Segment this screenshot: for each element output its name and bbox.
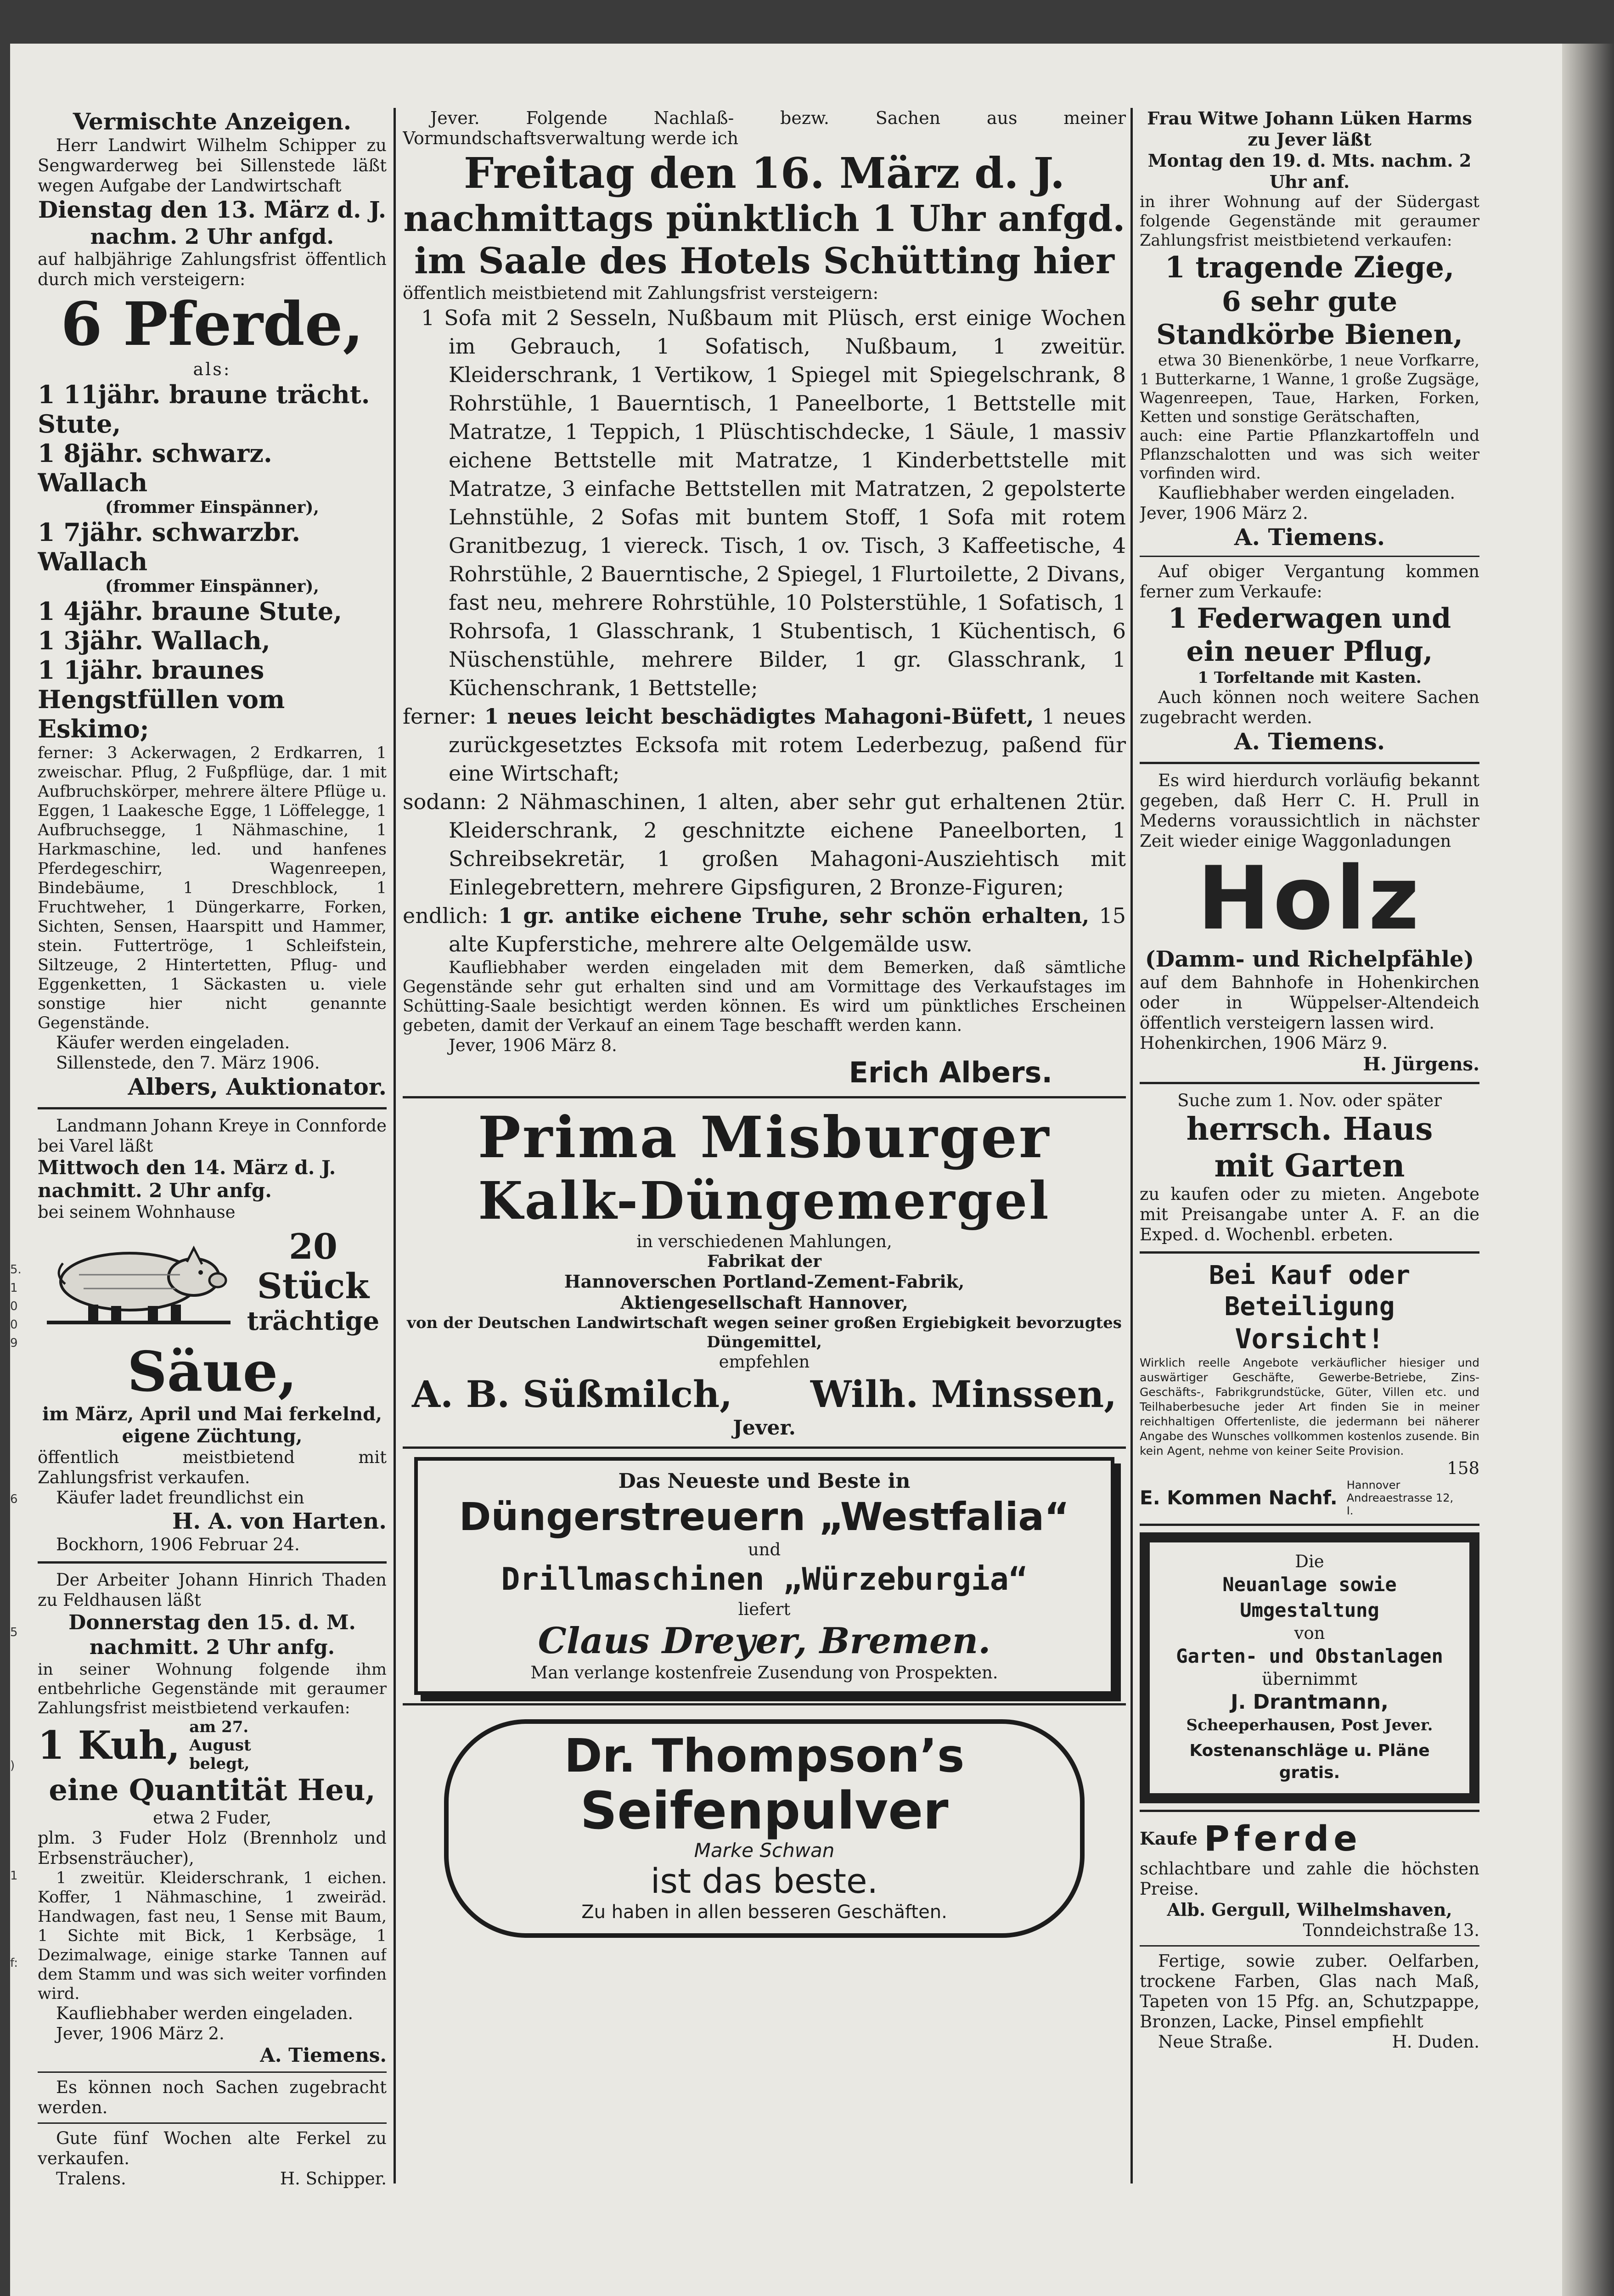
westfalia-note: Man verlange kostenfreie Zusendung von Prospekten.: [530, 1663, 998, 1683]
ad-intro: Der Arbeiter Johann Hinrich Thaden zu Feldhausen läßt: [38, 1570, 387, 1610]
ad-duden: [1140, 1951, 1479, 2052]
firm-name: E. Kommen Nachf.: [1140, 1486, 1338, 1509]
mergel-headline: Kalk-Düngemergel: [478, 1171, 1051, 1231]
vorsicht-line1: Bei Kauf oder Beteiligung: [1209, 1261, 1411, 1322]
ad-signature: Albers, Auktionator.: [128, 1073, 387, 1100]
garten-addr: Scheeperhausen, Post Jever.: [1186, 1716, 1433, 1734]
ad-place-date: Jever, 1906 März 2.: [1140, 503, 1308, 523]
ad-terms: auf halbjährige Zahlungsfrist öffentlich durch mich versteigern:: [38, 249, 387, 289]
pferde-headline: Pferde: [1204, 1818, 1362, 1859]
holz-note: plm. 3 Fuder Holz (Brennholz und Erbsensträucher),: [38, 1828, 387, 1868]
garten-note: Kostenanschläge u. Pläne gratis.: [1189, 1741, 1430, 1782]
ad-ferkel: [38, 2128, 387, 2189]
ad-invite: Kaufliebhaber werden eingeladen.: [1158, 483, 1456, 503]
westfalia-liefert: liefert: [738, 1599, 791, 1619]
thompson-brand: Marke Schwan: [694, 1839, 835, 1862]
margin-marks: [10, 1261, 22, 1972]
auction-line: Freitag den 16. März d. J.: [464, 148, 1065, 198]
ad-garten: [1140, 1532, 1479, 1803]
ad-date: Montag den 19. d. Mts. nachm. 2 Uhr anf.: [1147, 150, 1472, 192]
label: endlich:: [403, 903, 489, 928]
ad-headline: 6 Pferde,: [61, 289, 364, 359]
ad-divider: [38, 2122, 387, 2124]
ad-closing: Kaufliebhaber werden eingeladen mit dem Bemerken, daß sämtliche Gegenstände sehr gut erhalten sind und am Vormittage des Verkaufstages im Schütting-Saale besichtigt werden können. Es wird um pünktliches Erscheinen gebeten, damit der Verkauf an einem Tage beschafft werden kann.: [403, 958, 1126, 1035]
horse-item: 1 11jähr. braune trächt. Stute,: [38, 380, 370, 439]
auction-line: nachmittags pünktlich 1 Uhr anfgd.: [403, 198, 1125, 240]
thompson-line4: Zu haben in allen besseren Geschäften.: [581, 1902, 947, 1923]
mergel-sub: von der Deutschen Landwirtschaft wegen seiner großen Ergiebigkeit bevorzugtes Düngemittel,: [407, 1314, 1122, 1351]
ad-sub: 1 Torfeltande mit Kasten.: [1198, 669, 1422, 687]
ad-signature: H. A. von Harten.: [172, 1508, 387, 1534]
ad-time: nachm. 2 Uhr anfgd.: [90, 224, 334, 249]
margin-mark: 0: [10, 1318, 18, 1332]
thompson-line1: Dr. Thompson’s: [564, 1729, 965, 1783]
ad-body: zu kaufen oder zu mieten. Angebote mit Preisangabe unter A. F. an die Exped. d. Wochenbl. erbeten.: [1140, 1184, 1479, 1244]
ad-body: Gute fünf Wochen alte Ferkel zu verkaufen.: [38, 2128, 387, 2168]
column-rule: [394, 108, 396, 2183]
ad-haus: [1140, 1091, 1479, 1245]
garten-die: Die: [1295, 1552, 1324, 1571]
ad-footer: [38, 2169, 387, 2189]
horse-item: 1 4jähr. braune Stute,: [38, 597, 343, 626]
ad-divider: [1140, 1251, 1479, 1254]
ad-divider: [403, 1703, 1126, 1705]
ad-signature: A. Tiemens.: [260, 2044, 387, 2066]
margin-mark: 1: [10, 1869, 18, 1883]
ad-westfalia: [414, 1457, 1114, 1695]
firm-name: Alb. Gergull, Wilhelmshaven,: [1167, 1899, 1452, 1920]
pig-count-block: [240, 1227, 387, 1336]
auction-line: im Saale des Hotels Schütting hier: [414, 240, 1114, 282]
kuh-line: [38, 1718, 387, 1773]
mergel-sub: Aktiengesellschaft Hannover,: [620, 1292, 908, 1313]
ad-divider: [1140, 556, 1479, 557]
westfalia-main2: Drillmaschinen „Würzeburgia“: [501, 1561, 1028, 1598]
ad-place-date: Jever, 1906 März 8.: [449, 1035, 617, 1055]
ad-headline: herrsch. Haus: [1186, 1111, 1433, 1148]
margin-mark: 6: [10, 1492, 18, 1506]
ad-intro: Es wird hierdurch vorläufig bekannt gegeben, daß Herr C. H. Prull in Mederns voraussichtlich in nächster Zeit wieder einige Waggonladungen: [1140, 771, 1479, 851]
ad-place-date: Jever, 1906 März 2.: [56, 2024, 225, 2043]
ad-als: als:: [193, 359, 231, 379]
pferde-headline-row: [1140, 1818, 1479, 1859]
ad-divider: [1140, 1945, 1479, 1947]
margin-mark: 5.: [10, 1263, 22, 1277]
westfalia-main: Düngerstreuern „Westfalia“: [459, 1494, 1070, 1539]
ad-headline: Säue,: [127, 1339, 297, 1404]
vorsicht-line2: Vorsicht!: [1235, 1323, 1384, 1355]
ad-thaden: [38, 1570, 387, 2067]
ad-date: Dienstag den 13. März d. J.: [38, 196, 387, 223]
ad-pferde: [1140, 1818, 1479, 1941]
ad-note: Es können noch Sachen zugebracht werden.: [38, 2077, 387, 2117]
kuh-note: am 27. August belegt,: [189, 1718, 251, 1773]
ad-divider: [1140, 1082, 1479, 1084]
ad-divider: [1140, 762, 1479, 764]
westfalia-firm: Claus Dreyer, Bremen.: [538, 1620, 991, 1662]
ad-headline: 1 tragende Ziege,: [1164, 250, 1455, 285]
ad-signature: Erich Albers.: [849, 1056, 1052, 1089]
horse-note: (frommer Einspänner),: [105, 577, 319, 596]
ad-schipper-horses: [38, 135, 387, 1101]
mergel-city: Jever.: [733, 1416, 796, 1440]
auction-items: 1 Sofa mit 2 Sesseln, Nußbaum mit Plüsch, erst einige Wochen im Gebrauch, 1 Sofatisch, Nußbaum, 1 zweitür. Kleiderschrank, 1 Vertikow, 1 Spiegel mit Spiegelschrank, 8 Rohrstühle, 1 Bauerntisch, 1 Paneelborte, 1 Bettstelle mit Matratze, 1 Teppich, 1 Plüschtischdecke, 1 Säule, 1 massiv eichene Bettstelle mit Matratze, 1 Kinderbettstelle mit Matratze, 3 einfache Bettstellen mit Matratzen, 2 gepolsterte Lehnstühle, 2 Sofas mit buntem Stoff, 1 Sofa mit rotem Granitbezug, 1 viereck. Tisch, 1 ov. Tisch, 3 Kaffeetische, 4 Rohrstühle, 2 Bauerntische, 2 Spiegel, 1 Flurtoilette, 2 Divans, fast neu, mehrere Rohrstühle, 10 Polsterstühle, 1 Sofatisch, 1 Rohrsofa, 1 Glasschrank, 1 Stubentisch, 1 Küchentisch, 6 Nüschenstühle, mehrere Bilder, 1 gr. Glasschrank, 1 Küchenschrank, 1 Bettstelle;: [421, 305, 1126, 700]
ad-terms: öffentlich meistbietend mit Zahlungsfrist verkaufen.: [38, 1447, 387, 1487]
vorsicht-footer: [1140, 1479, 1479, 1517]
ad-divider: [38, 1107, 387, 1109]
margin-mark: ): [10, 1759, 15, 1773]
ad-place-date: Sillenstede, den 7. März 1906.: [56, 1053, 320, 1073]
pferde-kaufe: Kaufe: [1140, 1828, 1198, 1849]
holz-sub: (Damm- und Richelpfähle): [1145, 946, 1474, 972]
page-edge: [1562, 44, 1614, 2296]
pig-sub: trächtige: [247, 1306, 380, 1336]
auction-endlich: [403, 901, 1126, 958]
section-title: Vermischte Anzeigen.: [73, 108, 352, 135]
ad-divider: [1140, 1524, 1479, 1526]
newspaper-page: [10, 44, 1562, 2296]
pig-count: 20 Stück: [257, 1226, 370, 1306]
firm-address: Hannover Andreaestrasse 12, I.: [1346, 1479, 1454, 1517]
highlight: 1 gr. antike eichene Truhe, sehr schön erhalten,: [498, 903, 1090, 928]
ad-body: in ihrer Wohnung auf der Südergast folgende Gegenstände mit geraumer Zahlungsfrist meistbietend verkaufen:: [1140, 193, 1479, 250]
ad-rest: 1 zweitür. Kleiderschrank, 1 eichen. Koffer, 1 Nähmaschine, 1 zweiräd. Handwagen, fast neu, 1 Sense mit Baum, 1 Sichte mit Bick, 1 Kerbsäge, 1 Dezimalwage, einige starke Tannen auf dem Stamm und was sich weiter vorfinden wird.: [38, 1869, 387, 2003]
horse-note: (frommer Einspänner),: [105, 498, 319, 517]
westfalia-und: und: [748, 1540, 781, 1559]
ad-place-date: Hohenkirchen, 1906 März 9.: [1140, 1033, 1388, 1053]
column-right: [1140, 108, 1479, 2052]
garten-line2: Garten- und Obstanlagen: [1176, 1645, 1443, 1667]
horse-item: 1 1jähr. braunes Hengstfüllen vom Eskimo;: [38, 655, 285, 743]
ad-harms: [1140, 108, 1479, 551]
auction-ferner: [403, 702, 1126, 788]
horse-item: 1 8jähr. schwarz. Wallach: [38, 439, 272, 497]
ad-intro: Frau Witwe Johann Lüken Harms zu Jever läßt: [1147, 108, 1472, 150]
ad-ferner: ferner: 3 Ackerwagen, 2 Erdkarren, 1 zweischar. Pflug, 2 Fußpflüge, dar. 1 mit Aufbruchskörper, mehrere ältere Pflüge u. Eggen, 1 Laakesche Egge, 1 Löffelegge, 1 Aufbruchsegge, 1 Nähmaschine, 1 Harkmaschine, led. und hanfenes Pferdegeschirr, Wagenreepen, Bindebäume, 1 Dreschblock, 1 Fruchtweher, 1 Düngerkarre, Forken, Sichten, Sensen, Haarspitt und Hammer, stein. Futtertröge, 1 Schleifstein, Siltzeuge, 2 Hintertetten, Pflug- und Eggenketten, 1 Säckasten u. viele sonstige hier nicht genannte Gegenstände.: [38, 744, 387, 1032]
ad-kreye-pigs: [38, 1116, 387, 1555]
ad-divider: [38, 2071, 387, 2073]
ad-vorsicht: [1140, 1260, 1479, 1517]
pig-illustration-icon: [38, 1238, 240, 1325]
mergel-sub: in verschiedenen Mahlungen,: [636, 1232, 892, 1251]
kuh-headline: 1 Kuh,: [38, 1722, 180, 1768]
firm-address: Tonndeichstraße 13.: [1303, 1920, 1479, 1940]
auction-sodann: [403, 788, 1126, 901]
text: 1 neues zurückgesetztes Ecksofa mit rotem Lederbezug, paßend für eine Wirtschaft;: [449, 704, 1126, 786]
label: ferner:: [403, 704, 477, 729]
ad-place: Tralens.: [56, 2169, 126, 2189]
ad-street: Neue Straße.: [1158, 2032, 1273, 2052]
highlight: 1 neues leicht beschädigtes Mahagoni-Büfett,: [484, 704, 1034, 729]
ad-intro: Auf obiger Vergantung kommen ferner zum Verkaufe:: [1140, 562, 1479, 602]
label: sodann:: [403, 789, 487, 814]
ad-headline: 1 Federwagen und: [1168, 602, 1451, 635]
firm-name: A. B. Süßmilch,: [412, 1373, 732, 1416]
vorsicht-num: 158: [1447, 1458, 1479, 1478]
column-center: [403, 108, 1126, 1938]
ad-headline: mit Garten: [1214, 1148, 1405, 1184]
ad-date: Mittwoch den 14. März d. J. nachmitt. 2 Uhr anfg.: [38, 1156, 336, 1202]
ad-auch: auch: eine Partie Pflanzkartoffeln und Pflanzschalotten und was sich weiter vorfinden wird.: [1140, 427, 1479, 483]
ad-mergel: [403, 1105, 1126, 1440]
thompson-line3: ist das beste.: [650, 1862, 878, 1901]
ad-signature: A. Tiemens.: [1234, 728, 1385, 755]
ad-body: auf dem Bahnhofe in Hohenkirchen oder in Wüppelser-Altendeich öffentlich versteigern lassen wird.: [1140, 973, 1479, 1033]
margin-mark: f:: [10, 1956, 18, 1970]
ad-footer: [1140, 2032, 1479, 2052]
ad-body: in seiner Wohnung folgende ihm entbehrliche Gegenstände mit geraumer Zahlungsfrist meistbietend verkaufen:: [38, 1660, 387, 1717]
text: 2 Nähmaschinen, 1 alten, aber sehr gut erhaltenen 2tür. Kleiderschrank, 2 geschnitzte eichene Paneelborten, 1 Schreibsekretär, 1 großen Mahagoni-Ausziehtisch mit Einlegebrettern, mehrere Gipsfiguren, 2 Bronze-Figuren;: [449, 789, 1126, 900]
text: 15 alte Kupferstiche, mehrere alte Oelgemälde usw.: [449, 903, 1126, 957]
column-left: [38, 108, 387, 2189]
ad-signature: H. Schipper.: [280, 2169, 387, 2189]
ad-tiemens-federwagen: [1140, 562, 1479, 755]
ad-intro: Landmann Johann Kreye in Connforde bei Varel läßt: [38, 1116, 387, 1156]
margin-mark: 5: [10, 1626, 18, 1639]
ad-divider: [403, 1096, 1126, 1098]
ad-holz: [1140, 771, 1479, 1075]
ad-headline: 6 sehr gute Standkörbe Bienen,: [1156, 286, 1463, 351]
ad-place-date: Bockhorn, 1906 Februar 24.: [56, 1535, 300, 1554]
ad-rest: etwa 30 Bienenkörbe, 1 neue Vorfkarre, 1 Butterkarne, 1 Wanne, 1 große Zugsäge, Wagenreepen, Taue, Harken, Forken, Ketten und sonstige Gerätschaften,: [1140, 351, 1479, 426]
horse-item: 1 3jähr. Wallach,: [38, 626, 270, 655]
ad-intro: Herr Landwirt Wilhelm Schipper zu Sengwarderweg bei Sillenstede läßt wegen Aufgabe der Landwirtschaft: [38, 135, 387, 196]
vorsicht-body: Wirklich reelle Angebote verkäuflicher hiesiger und auswärtiger Geschäfte, Gewerbe-Betriebe, Zins-Geschäfts-, Fabrikgrundstücke, Güter, Villen etc. und Teilhaberbesuche jeder Art finden Sie in meiner reichhaltigen Offertenliste, die jedermann bei näherer Angabe des Wunsches vollkommen kostenlos zusende. Bin kein Agent, nehme von keiner Seite Provision.: [1140, 1356, 1479, 1458]
ad-albers-auction: [403, 108, 1126, 1090]
ad-divider: [1140, 1810, 1479, 1812]
heu-note: etwa 2 Fuder,: [152, 1808, 272, 1828]
ad-divider: [38, 1561, 387, 1564]
ad-terms: öffentlich meistbietend mit Zahlungsfrist versteigern:: [403, 283, 879, 303]
mergel-firms: [403, 1372, 1126, 1416]
ad-thompson: [444, 1719, 1085, 1938]
ad-date: Donnerstag den 15. d. M. nachmitt. 2 Uhr anfg.: [68, 1611, 356, 1659]
ad-headline: ein neuer Pflug,: [1186, 636, 1433, 668]
mergel-sub: Hannoverschen Portland-Zement-Fabrik,: [564, 1271, 965, 1292]
mergel-sub: empfehlen: [719, 1352, 810, 1372]
ad-invite: Kaufliebhaber werden eingeladen.: [56, 2003, 354, 2023]
margin-mark: 1: [10, 1281, 18, 1295]
horse-item: 1 7jähr. schwarzbr. Wallach: [38, 518, 301, 576]
ad-signature: H. Jürgens.: [1363, 1053, 1479, 1075]
ad-divider: [403, 1446, 1126, 1449]
margin-mark: 9: [10, 1336, 18, 1350]
garten-uebernimmt: übernimmt: [1262, 1669, 1357, 1689]
ad-invite: Käufer ladet freundlichst ein: [56, 1488, 304, 1508]
garten-von: von: [1294, 1623, 1325, 1643]
ad-details: im März, April und Mai ferkelnd, eigene Züchtung,: [42, 1403, 382, 1447]
westfalia-top: Das Neueste und Beste in: [618, 1469, 911, 1493]
ad-signature: H. Duden.: [1392, 2032, 1479, 2052]
heu-headline: eine Quantität Heu,: [49, 1773, 376, 1807]
garten-firm: J. Drantmann,: [1231, 1690, 1389, 1714]
garten-line1: Neuanlage sowie Umgestaltung: [1222, 1573, 1397, 1621]
ad-rest: Auch können noch weitere Sachen zugebracht werden.: [1140, 687, 1479, 727]
ad-intro: Jever. Folgende Nachlaß- bezw. Sachen aus meiner Vormundschaftsverwaltung werde ich: [403, 108, 1126, 148]
holz-headline: Holz: [1197, 848, 1422, 949]
mergel-headline: Prima Misburger: [478, 1104, 1051, 1171]
ad-where: bei seinem Wohnhause: [38, 1202, 236, 1222]
column-rule: [1130, 108, 1133, 2183]
pig-headline-block: [38, 1227, 387, 1336]
ad-body: schlachtbare und zahle die höchsten Preise.: [1140, 1859, 1479, 1899]
margin-mark: 0: [10, 1300, 18, 1313]
ad-body: Fertige, sowie zuber. Oelfarben, trockene Farben, Glas nach Maß, Tapeten von 15 Pfg. an, Schutzpappe, Bronzen, Lacke, Pinsel empfiehlt: [1140, 1951, 1479, 2032]
mergel-sub: Fabrikat der: [707, 1252, 822, 1271]
ad-invite: Käufer werden eingeladen.: [56, 1033, 290, 1052]
ad-intro: Suche zum 1. Nov. oder später: [1177, 1091, 1442, 1110]
thompson-line2: Seifenpulver: [580, 1781, 949, 1841]
firm-name: Wilh. Minssen,: [810, 1373, 1117, 1416]
ad-signature: A. Tiemens.: [1234, 523, 1385, 551]
